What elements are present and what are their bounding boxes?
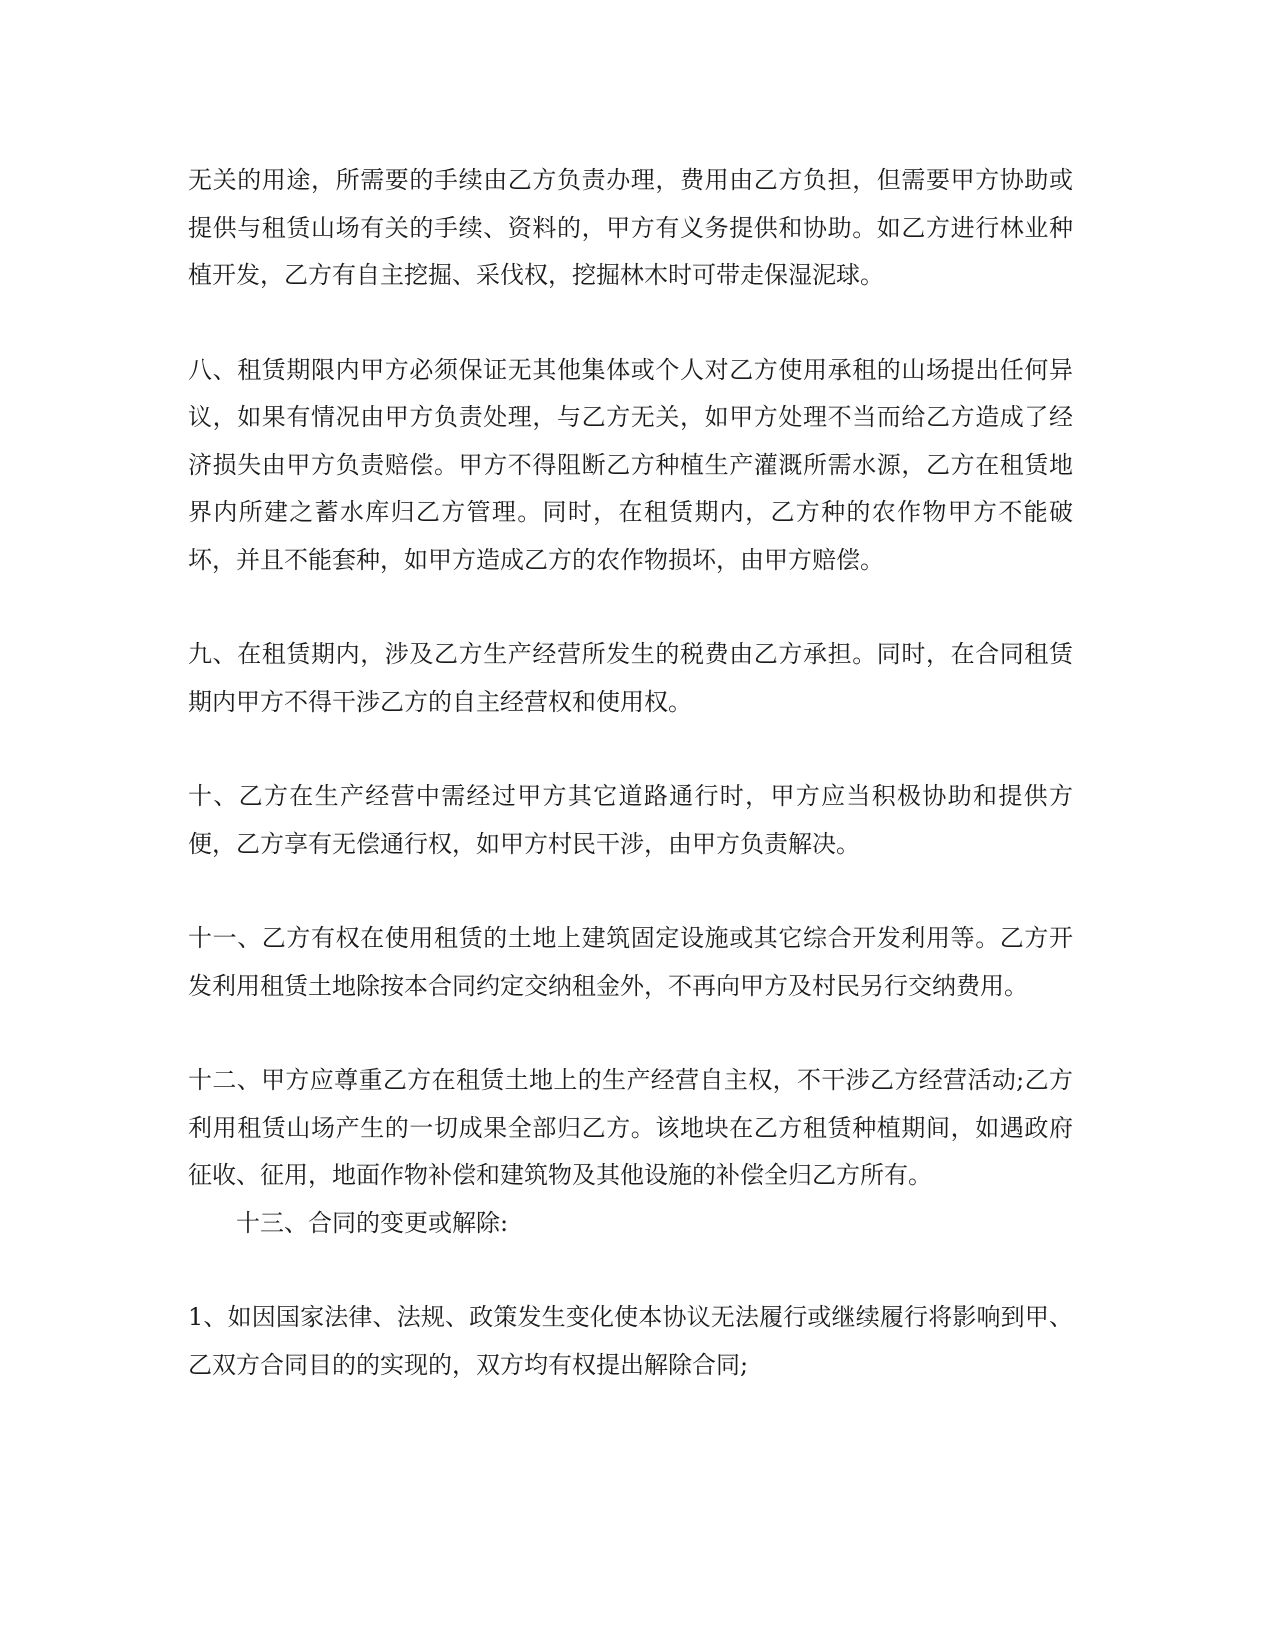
paragraph-clause-9: 九、在租赁期内，涉及乙方生产经营所发生的税费由乙方承担。同时，在合同租赁期内甲方不得干涉乙方的自主经营权和使用权。 — [188, 640, 1073, 716]
paragraph-clause-11: 十一、乙方有权在使用租赁的土地上建筑固定设施或其它综合开发利用等。乙方开发利用租赁土地除按本合同约定交纳租金外，不再向甲方及村民另行交纳费用。 — [188, 924, 1073, 1000]
paragraph-clause-10: 十、乙方在生产经营中需经过甲方其它道路通行时，甲方应当积极协助和提供方便，乙方享有无偿通行权，如甲方村民干涉，由甲方负责解决。 — [188, 782, 1073, 858]
paragraph-clause-12: 十二、甲方应尊重乙方在租赁土地上的生产经营自主权，不干涉乙方经营活动;乙方利用租赁山场产生的一切成果全部归乙方。该地块在乙方租赁种植期间，如遇政府征收、征用，地面作物补偿和建筑物及其他设施的补偿全归乙方所有。 — [188, 1066, 1073, 1189]
paragraph-clause-13-heading: 十三、合同的变更或解除: — [236, 1208, 509, 1237]
document-body — [188, 157, 1073, 1436]
paragraph-clause-8: 八、租赁期限内甲方必须保证无其他集体或个人对乙方使用承租的山场提出任何异议，如果有情况由甲方负责处理，与乙方无关，如甲方处理不当而给乙方造成了经济损失由甲方负责赔偿。甲方不得阻断乙方种植生产灌溉所需水源，乙方在租赁地界内所建之蓄水库归乙方管理。同时，在租赁期内，乙方种的农作物甲方不能破坏，并且不能套种，如甲方造成乙方的农作物损坏，由甲方赔偿。 — [188, 355, 1073, 574]
paragraph-clause-13-item-1: 1、如因国家法律、法规、政策发生变化使本协议无法履行或继续履行将影响到甲、乙双方合同目的的实现的，双方均有权提出解除合同; — [188, 1303, 1073, 1379]
paragraph-continuation: 无关的用途，所需要的手续由乙方负责办理，费用由乙方负担，但需要甲方协助或提供与租赁山场有关的手续、资料的，甲方有义务提供和协助。如乙方进行林业种植开发，乙方有自主挖掘、采伐权，挖掘林木时可带走保湿泥球。 — [188, 166, 1073, 289]
